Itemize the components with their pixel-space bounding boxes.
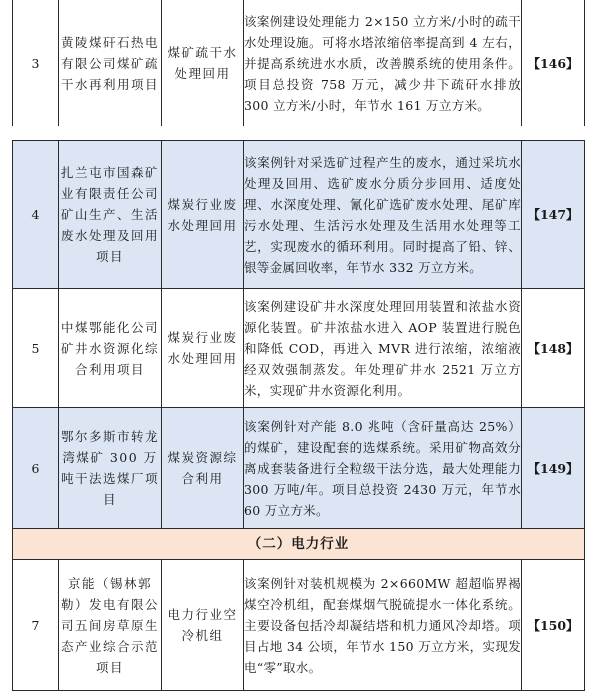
row-number: 6 (13, 408, 59, 529)
table-row (13, 289, 585, 408)
row-number: 5 (13, 289, 59, 408)
case-table-top (12, 0, 585, 127)
project-category: 电力行业空冷机组 (162, 560, 244, 691)
project-description: 该案例建设矿井水深度处理回用装置和浓盐水资源化装置。矿井浓盐水进入 AOP 装置进行脱色和降低 COD，再进入 MVR 进行浓缩，浓缩液经双效强制蒸发。年处理矿井水 2521 万立方米，实现矿井水资源化利用。 (244, 289, 522, 408)
project-category: 煤炭行业废水处理回用 (162, 141, 244, 289)
page-break-gap (0, 126, 601, 140)
reference-number: 【149】 (522, 408, 585, 529)
reference-number: 【147】 (522, 141, 585, 289)
project-description: 该案例针对采选矿过程产生的废水，通过采坑水处理及回用、选矿废水分质分步回用、适度处理、水深度处理、氰化矿选矿废水处理、尾矿库污水处理、生活污水处理及生活用水处理等工艺，实现废水的循环利用。同时提高了铅、锌、银等金属回收率，年节水 332 万立方米。 (244, 141, 522, 289)
project-description: 该案例建设处理能力 2×150 立方米/小时的疏干水处理设施。可将水塔浓缩倍率提高到 4 左右，并提高系统进水水质，改善膜系统的使用条件。项目总投资 758 万元，减少井下疏矸水排放 300 立方米/小时，年节水 161 万立方米。 (244, 0, 522, 127)
row-number: 7 (13, 560, 59, 691)
row-number: 4 (13, 141, 59, 289)
table-row (13, 0, 585, 127)
project-name: 鄂尔多斯市转龙湾煤矿 300 万吨干法选煤厂项目 (59, 408, 162, 529)
row-number: 3 (13, 0, 59, 127)
project-name: 扎兰屯市国森矿业有限责任公司矿山生产、生活废水处理及回用项目 (59, 141, 162, 289)
reference-number: 【148】 (522, 289, 585, 408)
project-name: 中煤鄂能化公司矿井水资源化综合利用项目 (59, 289, 162, 408)
reference-number: 【146】 (522, 0, 585, 127)
table-row (13, 560, 585, 691)
project-category: 煤炭行业废水处理回用 (162, 289, 244, 408)
section-header-row (13, 529, 585, 560)
table-row (13, 141, 585, 289)
project-category: 煤炭资源综合利用 (162, 408, 244, 529)
project-name: 黄陵煤矸石热电有限公司煤矿疏干水再利用项目 (59, 0, 162, 127)
reference-number: 【150】 (522, 560, 585, 691)
project-description: 该案例针对产能 8.0 兆吨（含矸量高达 25%）的煤矿，建设配套的选煤系统。采用矿物高效分离成套装备进行全粒级干法分选，最大处理能力 300 万吨/年。项目总投资 2430 万元，年节水 60 万立方米。 (244, 408, 522, 529)
case-table-main (12, 140, 585, 691)
project-category: 煤矿疏干水处理回用 (162, 0, 244, 127)
project-description: 该案例针对装机规模为 2×660MW 超超临界褐煤空冷机组，配套煤烟气脱硫提水一体化系统。主要设备包括冷却凝结塔和机力通风冷却塔。项目占地 34 公顷，年节水 150 万立方米，实现发电“零”取水。 (244, 560, 522, 691)
section-title: （二）电力行业 (13, 529, 585, 560)
project-name: 京能（锡林郭勒）发电有限公司五间房草原生态产业综合示范项目 (59, 560, 162, 691)
table-row (13, 408, 585, 529)
